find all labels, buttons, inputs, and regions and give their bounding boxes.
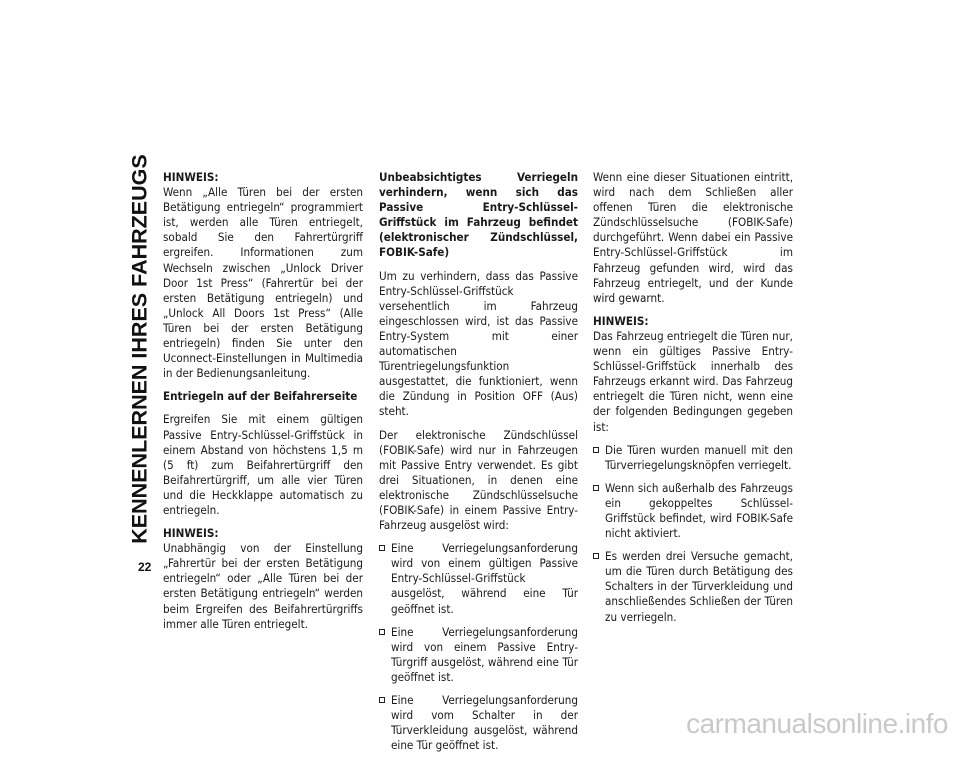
- list-item: Wenn sich außerhalb des Fahrzeugs ein gekoppeltes Schlüssel-Griffstück befindet, wird FOBIK-Safe nicht aktiviert.: [593, 481, 793, 541]
- note-text: Wenn „Alle Türen bei der ersten Betätigung entriegeln“ programmiert ist, werden alle Türen entriegelt, sobald Sie den Fahrertürgriff ergreifen. Informationen zum Wechseln zwischen „Unlock Driver Door 1st Press“ (Fahrertür bei der ersten Betätigung entriegeln) und „Unlock All Doors 1st Press“ (Alle Türen bei der ersten Betätigung entriegeln) finden Sie unter den Uconnect-Einstellungen in Multimedia in der Bedienungsanleitung.: [163, 185, 363, 381]
- bullet-list: [379, 541, 578, 753]
- note-label: HINWEIS:: [593, 313, 649, 328]
- section-title: [122, 153, 158, 545]
- list-item: Eine Verriegelungsanforderung wird von einem gültigen Passive Entry-Schlüssel-Griffstück ausgelöst, während eine Tür geöffnet ist.: [379, 541, 578, 616]
- note-text: Unabhängig von der Einstellung „Fahrertür bei der ersten Betätigung entriegeln“ oder „Alle Türen bei der ersten Betätigung entriegeln“ werden beim Ergreifen des Beifahrertürgriffs immer alle Türen entriegelt.: [163, 541, 363, 631]
- body-paragraph: Um zu verhindern, dass das Passive Entry-Schlüssel-Griffstück versehentlich im Fahrzeug eingeschlossen wird, ist das Passive Entry-System mit einer automatischen Türentriegelungsfunktion ausgestattet, die funktioniert, wenn die Zündung in Position OFF (Aus) steht.: [379, 268, 578, 419]
- column-1: [163, 170, 363, 640]
- subheading-passenger-unlock: Entriegeln auf der Beifahrerseite: [163, 389, 358, 404]
- body-paragraph: Wenn eine dieser Situationen eintritt, wird nach dem Schließen aller offenen Türen die elektronische Zündschlüsselsuche (FOBIK-Safe) durchgeführt. Wenn dabei ein Passive Entry-Schlüssel-Griffstück im Fahrzeug gefunden wird, wird das Fahrzeug entriegelt, und der Kunde wird gewarnt.: [593, 170, 793, 305]
- subheading-fobik-safe: Unbeabsichtigtes Verriegeln verhindern, wenn sich das Passive Entry-Schlüssel-Griffstück im Fahrzeug befindet (elektronischer Zündschlüssel, FOBIK-Safe): [379, 170, 578, 260]
- list-item: Es werden drei Versuche gemacht, um die Türen durch Betätigung des Schalters in der Türverkleidung und anschließendes Schließen der Türen zu verriegeln.: [593, 549, 793, 624]
- list-item: Die Türen wurden manuell mit den Türverriegelungsknöpfen verriegelt.: [593, 443, 793, 473]
- note-label: HINWEIS:: [163, 526, 219, 541]
- column-2: [379, 170, 578, 761]
- watermark: carmanualsonline.info: [686, 708, 948, 739]
- body-paragraph: Der elektronische Zündschlüssel (FOBIK-Safe) wird nur in Fahrzeugen mit Passive Entry verwendet. Es gibt drei Situationen, in denen eine elektronische Zündschlüsselsuche (FOBIK-Safe) in einem Passive Entry-Fahrzeug ausgelöst wird:: [379, 427, 578, 533]
- column-3: [593, 170, 793, 633]
- page-number: 22: [138, 560, 152, 574]
- body-paragraph: Ergreifen Sie mit einem gültigen Passive Entry-Schlüssel-Griffstück in einem Abstand von höchstens 1,5 m (5 ft) zum Beifahrertürgriff den Beifahrertürgriff, um alle vier Türen und die Heckklappe automatisch zu entriegeln.: [163, 412, 363, 517]
- list-item: Eine Verriegelungsanforderung wird vom Schalter in der Türverkleidung ausgelöst, während eine Tür geöffnet ist.: [379, 693, 578, 753]
- note-label: HINWEIS:: [163, 170, 219, 184]
- bullet-list: [593, 443, 793, 625]
- note-text: Das Fahrzeug entriegelt die Türen nur, wenn ein gültiges Passive Entry-Schlüssel-Griffstück innerhalb des Fahrzeugs erkannt wird. Das Fahrzeug entriegelt die Türen nicht, wenn eine der folgenden Bedingungen gegeben ist:: [593, 328, 793, 434]
- list-item: Eine Verriegelungsanforderung wird von einem Passive Entry-Türgriff ausgelöst, während eine Tür geöffnet ist.: [379, 625, 578, 685]
- section-title-text: KENNENLERNEN IHRES FAHRZEUGS: [127, 154, 152, 544]
